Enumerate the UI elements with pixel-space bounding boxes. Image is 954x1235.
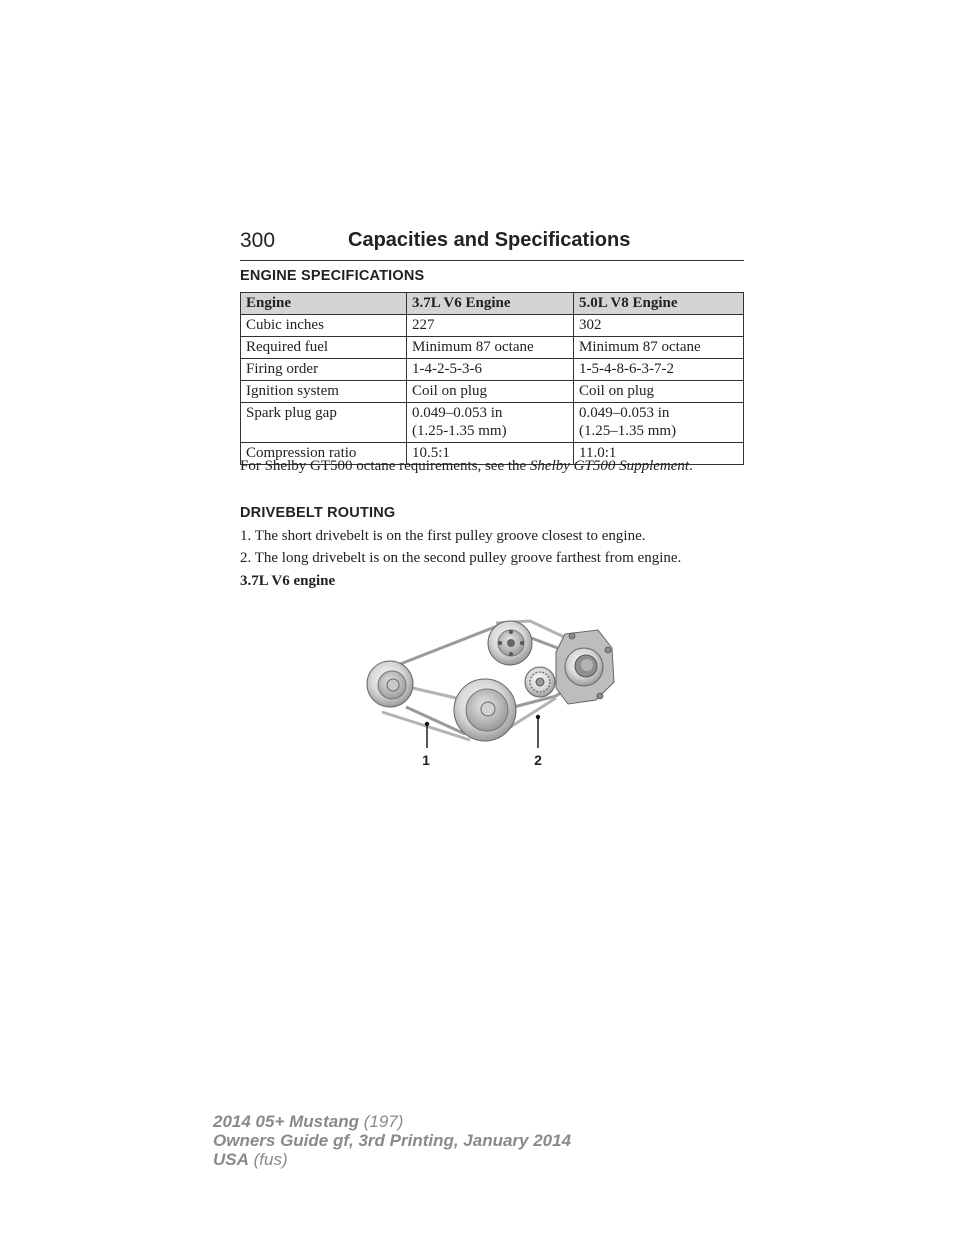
table-cell: Required fuel xyxy=(241,337,407,359)
footer-market-code: (fus) xyxy=(248,1150,288,1169)
drivebelt-step-1: 1. The short drivebelt is on the first pulley groove closest to engine. xyxy=(240,528,646,544)
table-cell: Coil on plug xyxy=(407,381,574,403)
table-cell: 1-5-4-8-6-3-7-2 xyxy=(574,359,744,381)
table-cell: Minimum 87 octane xyxy=(574,337,744,359)
table-cell: Compression ratio xyxy=(241,443,407,465)
callout-dot-2 xyxy=(536,715,540,719)
tensioner-pulley xyxy=(525,667,555,697)
table-cell: Ignition system xyxy=(241,381,407,403)
table-row xyxy=(241,403,744,443)
table-cell: 10.5:1 xyxy=(407,443,574,465)
drivebelt-routing-diagram xyxy=(360,612,630,777)
table-row xyxy=(241,359,744,381)
page-footer xyxy=(213,1112,571,1169)
shelby-note xyxy=(240,458,744,475)
table-cell xyxy=(574,403,744,443)
column-header: Engine xyxy=(241,293,407,315)
spark-gap-v8-line1: 0.049–0.053 in xyxy=(579,405,670,421)
table-row xyxy=(241,337,744,359)
table-cell: 1-4-2-5-3-6 xyxy=(407,359,574,381)
spark-gap-v8-line2: (1.25–1.35 mm) xyxy=(579,423,677,439)
table-cell: 227 xyxy=(407,315,574,337)
page-number: 300 xyxy=(240,229,276,252)
spark-gap-v6-line1: 0.049–0.053 in xyxy=(412,405,503,421)
footer-market: USA xyxy=(213,1150,249,1169)
pulley-illustration xyxy=(360,612,630,777)
table-row xyxy=(241,381,744,403)
note-end: . xyxy=(689,458,693,474)
table-cell xyxy=(407,403,574,443)
table-cell: Cubic inches xyxy=(241,315,407,337)
note-reference: Shelby GT500 Supplement xyxy=(529,458,690,474)
engine-specifications-table xyxy=(240,292,744,465)
callout-1: 1 xyxy=(422,752,430,768)
table-cell: Spark plug gap xyxy=(241,403,407,443)
crankshaft-pulley xyxy=(454,679,516,741)
drivebelt-step-2: 2. The long drivebelt is on the second pulley groove farthest from engine. xyxy=(240,550,682,566)
table-cell: 11.0:1 xyxy=(574,443,744,465)
table-cell: Coil on plug xyxy=(574,381,744,403)
column-header: 5.0L V8 Engine xyxy=(574,293,744,315)
table-cell: Minimum 87 octane xyxy=(407,337,574,359)
footer-guide-info: Owners Guide gf, 3rd Printing, January 2014 xyxy=(213,1131,572,1150)
callout-dot-1 xyxy=(425,722,429,726)
page-header xyxy=(240,229,744,261)
callout-2: 2 xyxy=(534,752,542,768)
table-cell: 302 xyxy=(574,315,744,337)
drivebelt-routing-heading: DRIVEBELT ROUTING xyxy=(240,505,396,521)
footer-page-index: (197) xyxy=(359,1112,404,1131)
engine-specifications-heading: ENGINE SPECIFICATIONS xyxy=(240,268,425,284)
column-header: 3.7L V6 Engine xyxy=(407,293,574,315)
top-pulley xyxy=(488,621,532,665)
table-header-row xyxy=(241,293,744,315)
engine-accessory xyxy=(556,630,614,704)
left-pulley xyxy=(367,661,413,707)
footer-model: 2014 05+ Mustang xyxy=(213,1112,359,1131)
table-row xyxy=(241,315,744,337)
spark-gap-v6-line2: (1.25-1.35 mm) xyxy=(412,423,507,439)
table-cell: Firing order xyxy=(241,359,407,381)
figure-label: 3.7L V6 engine xyxy=(240,573,336,589)
note-text: For Shelby GT500 octane requirements, see the xyxy=(240,458,530,474)
chapter-title: Capacities and Specifications xyxy=(348,229,631,251)
